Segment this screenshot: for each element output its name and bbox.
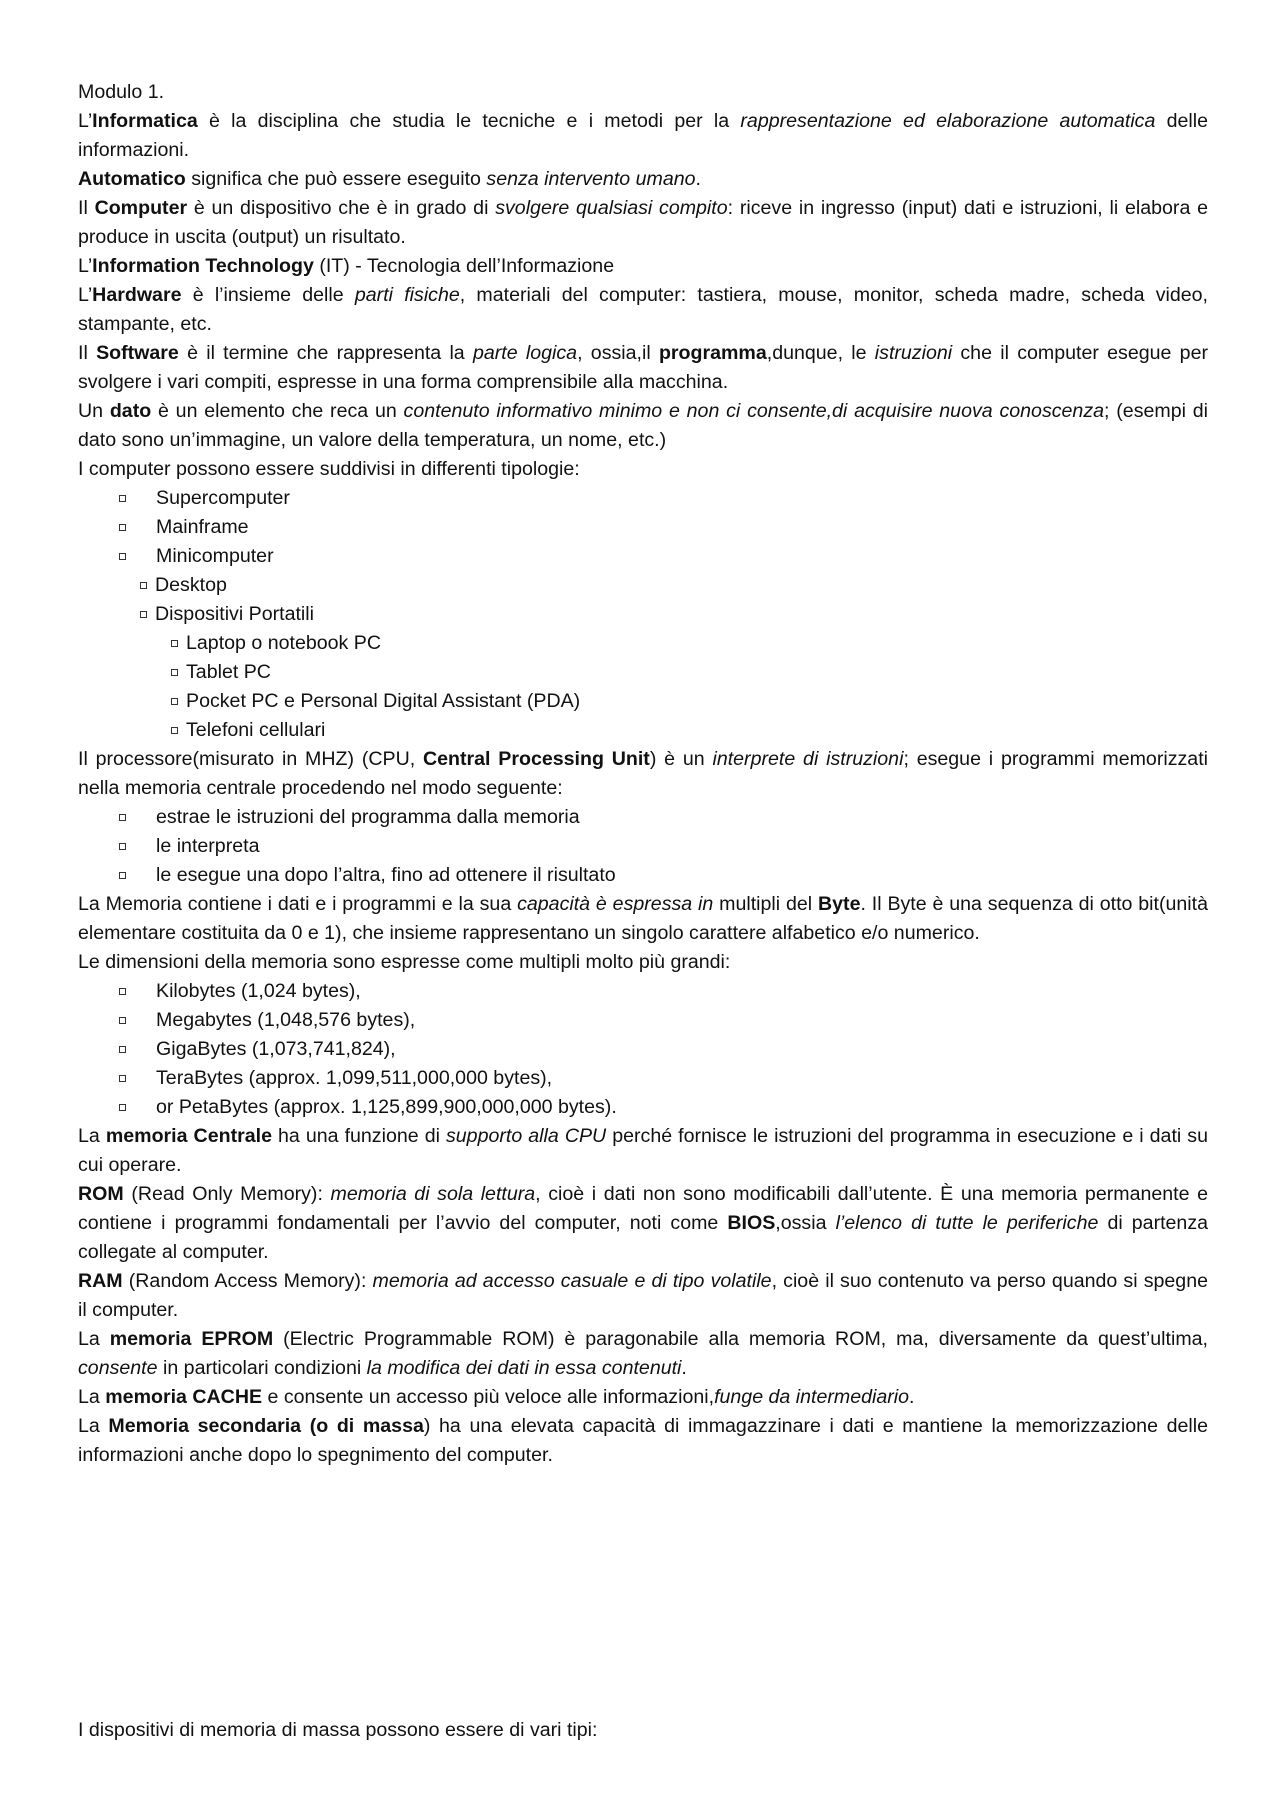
- term-eprom: memoria EPROM: [109, 1328, 274, 1350]
- paragraph-computer: Il Computer è un dispositivo che è in grado di svolgere qualsiasi compito: riceve in ingresso (input) dati e istruzioni, li elabora e produce in uscita (output) un risultato.: [78, 197, 1208, 248]
- list-item: Laptop o notebook PC: [78, 629, 1208, 658]
- minicomputer-sublist: [78, 571, 1208, 629]
- paragraph-memoria-centrale: La memoria Centrale ha una funzione di supporto alla CPU perché fornisce le istruzioni del programma in esecuzione e i dati su cui operare.: [78, 1125, 1208, 1176]
- term-dato: dato: [109, 400, 152, 422]
- term-programma: programma: [658, 342, 767, 364]
- paragraph-information-technology: L’Information Technology (IT) - Tecnologia dell’Informazione: [78, 255, 615, 277]
- term-rom: ROM: [78, 1183, 124, 1205]
- paragraph-rom: ROM (Read Only Memory): memoria di sola lettura, cioè i dati non sono modificabili dall’utente. È una memoria permanente e contiene i programmi fondamentali per l’avvio del computer, noti come BIOS,ossia l’elenco di tutte le periferiche di partenza collegate al computer.: [78, 1183, 1209, 1263]
- term-informatica: Informatica: [92, 110, 198, 132]
- term-software: Software: [96, 342, 179, 364]
- term-automatico: Automatico: [78, 168, 186, 190]
- cpu-steps-list: [78, 803, 1208, 890]
- list-item: Dispositivi Portatili: [78, 600, 1208, 629]
- paragraph-memoria: La Memoria contiene i dati e i programmi e la sua capacità è espressa in multipli del Byte. Il Byte è una sequenza di otto bit(unità elementare costituita da 0 e 1), che insieme rappresentano un singolo carattere alfabetico e/o numerico.: [78, 893, 1208, 944]
- paragraph-memoria-secondaria: La Memoria secondaria (o di massa) ha una elevata capacità di immagazzinare i dati e mantiene la memorizzazione delle informazioni anche dopo lo spegnimento del computer.: [78, 1415, 1208, 1466]
- term-cache: memoria CACHE: [105, 1386, 263, 1408]
- list-item: Telefoni cellulari: [78, 716, 1208, 745]
- term-memoria-secondaria: Memoria secondaria (o di massa: [108, 1415, 424, 1437]
- list-item: GigaBytes (1,073,741,824),: [78, 1035, 1208, 1064]
- list-item: estrae le istruzioni del programma dalla memoria: [78, 803, 1208, 832]
- computer-types-list: [78, 484, 1208, 571]
- term-information-technology: Information Technology: [92, 255, 314, 277]
- paragraph-dimensioni: Le dimensioni della memoria sono espresse come multipli molto più grandi:: [78, 951, 731, 973]
- term-bios: BIOS: [727, 1212, 776, 1234]
- paragraph-software: Il Software è il termine che rappresenta la parte logica, ossia,il programma,dunque, le istruzioni che il computer esegue per svolgere i vari compiti, espresse in una forma comprensibile alla macchina.: [78, 342, 1208, 393]
- term-byte: Byte: [818, 893, 861, 915]
- paragraph-eprom: La memoria EPROM (Electric Programmable ROM) è paragonabile alla memoria ROM, ma, diversamente da quest’ultima, consente in particolari condizioni la modifica dei dati in essa contenuti.: [78, 1328, 1208, 1379]
- list-item: Minicomputer: [78, 542, 1208, 571]
- list-item: le esegue una dopo l’altra, fino ad ottenere il risultato: [78, 861, 1208, 890]
- list-item: le interpreta: [78, 832, 1208, 861]
- term-cpu: Central Processing Unit: [422, 748, 650, 770]
- paragraph-processore: Il processore(misurato in MHZ) (CPU, Central Processing Unit) è un interprete di istruzioni; esegue i programmi memorizzati nella memoria centrale procedendo nel modo seguente:: [78, 748, 1208, 799]
- portable-devices-sublist: [78, 629, 1208, 745]
- list-item: Mainframe: [78, 513, 1208, 542]
- term-memoria-centrale: memoria Centrale: [105, 1125, 272, 1147]
- list-item: or PetaBytes (approx. 1,125,899,900,000,000 bytes).: [78, 1093, 1208, 1122]
- paragraph-cache: La memoria CACHE e consente un accesso più veloce alle informazioni,funge da intermediario.: [78, 1386, 915, 1408]
- paragraph-dato: Un dato è un elemento che reca un contenuto informativo minimo e non ci consente,di acquisire nuova conoscenza; (esempi di dato sono un’immagine, un valore della temperatura, un nome, etc.): [78, 400, 1208, 451]
- list-item: Supercomputer: [78, 484, 1208, 513]
- term-hardware: Hardware: [92, 284, 182, 306]
- document-body: [78, 78, 1208, 1470]
- term-computer: Computer: [94, 197, 188, 219]
- list-item: Megabytes (1,048,576 bytes),: [78, 1006, 1208, 1035]
- paragraph-automatico: Automatico significa che può essere eseguito senza intervento umano.: [78, 168, 701, 190]
- list-item: Kilobytes (1,024 bytes),: [78, 977, 1208, 1006]
- list-item: Desktop: [78, 571, 1208, 600]
- term-ram: RAM: [78, 1270, 123, 1292]
- list-item: Tablet PC: [78, 658, 1208, 687]
- list-item: TeraBytes (approx. 1,099,511,000,000 bytes),: [78, 1064, 1208, 1093]
- list-item: Pocket PC e Personal Digital Assistant (PDA): [78, 687, 1208, 716]
- paragraph-ram: RAM (Random Access Memory): memoria ad accesso casuale e di tipo volatile, cioè il suo contenuto va perso quando si spegne il computer.: [78, 1270, 1208, 1321]
- paragraph-tipologie: I computer possono essere suddivisi in differenti tipologie:: [78, 458, 580, 480]
- paragraph-informatica: L’Informatica è la disciplina che studia le tecniche e i metodi per la rappresentazione ed elaborazione automatica delle informazioni.: [78, 110, 1209, 161]
- paragraph-hardware: L’Hardware è l’insieme delle parti fisiche, materiali del computer: tastiera, mouse, monitor, scheda madre, scheda video, stampante, etc.: [78, 284, 1208, 335]
- memory-sizes-list: [78, 977, 1208, 1122]
- paragraph-dispositivi: I dispositivi di memoria di massa possono essere di vari tipi:: [78, 1718, 598, 1741]
- module-title: Modulo 1.: [78, 81, 165, 103]
